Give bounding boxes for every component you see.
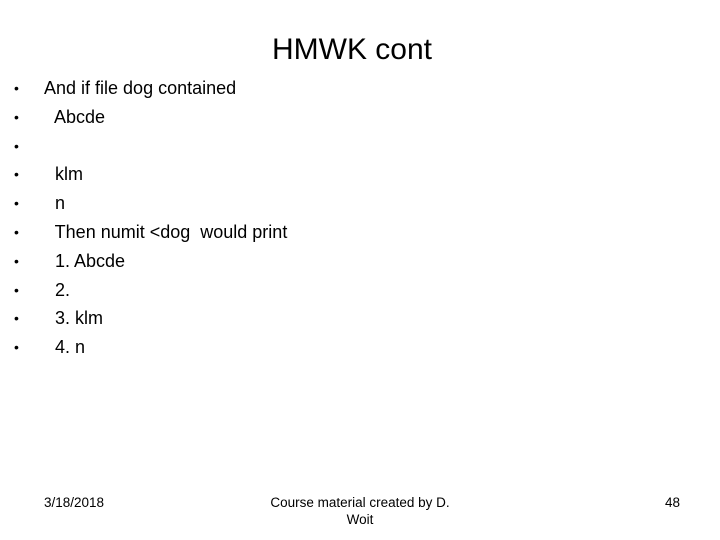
slide-title: HMWK cont: [271, 33, 433, 66]
bullet-icon: •: [14, 223, 19, 240]
bullet-item: [14, 218, 614, 247]
bullet-text: klm: [40, 164, 83, 185]
bullet-text: n: [40, 193, 66, 214]
bullet-item: [14, 189, 614, 218]
bullet-item: [14, 160, 614, 189]
bullet-icon: •: [14, 108, 19, 125]
bullet-item: [14, 304, 614, 333]
footer-page-number: 48: [664, 495, 680, 510]
bullet-text: 2.: [40, 279, 71, 300]
bullet-item: [14, 132, 614, 161]
bullet-icon: •: [14, 252, 19, 269]
bullet-text: Then numit <dog would print: [40, 221, 288, 242]
bullet-icon: •: [14, 339, 19, 356]
bullet-item: [14, 276, 614, 305]
bullet-text: 3. klm: [40, 308, 104, 329]
bullet-icon: •: [14, 137, 19, 154]
bullet-icon: •: [14, 195, 19, 212]
bullet-item: [14, 74, 614, 103]
bullet-icon: •: [14, 281, 19, 298]
bullet-text: Abcde: [40, 106, 106, 127]
bullet-icon: •: [14, 80, 19, 96]
bullet-text: 1. Abcde: [40, 250, 126, 271]
bullet-text: 4. n: [40, 337, 86, 358]
footer-date: 3/18/2018: [44, 495, 105, 510]
bullet-item: [14, 247, 614, 276]
footer-credit: Course material created by D. Woit: [270, 495, 450, 527]
bullet-text: And if file dog contained: [40, 78, 237, 98]
bullet-item: [14, 103, 614, 132]
bullet-item: [14, 333, 614, 362]
bullet-icon: •: [14, 310, 19, 327]
bullet-list: [14, 74, 614, 362]
bullet-icon: •: [14, 166, 19, 183]
